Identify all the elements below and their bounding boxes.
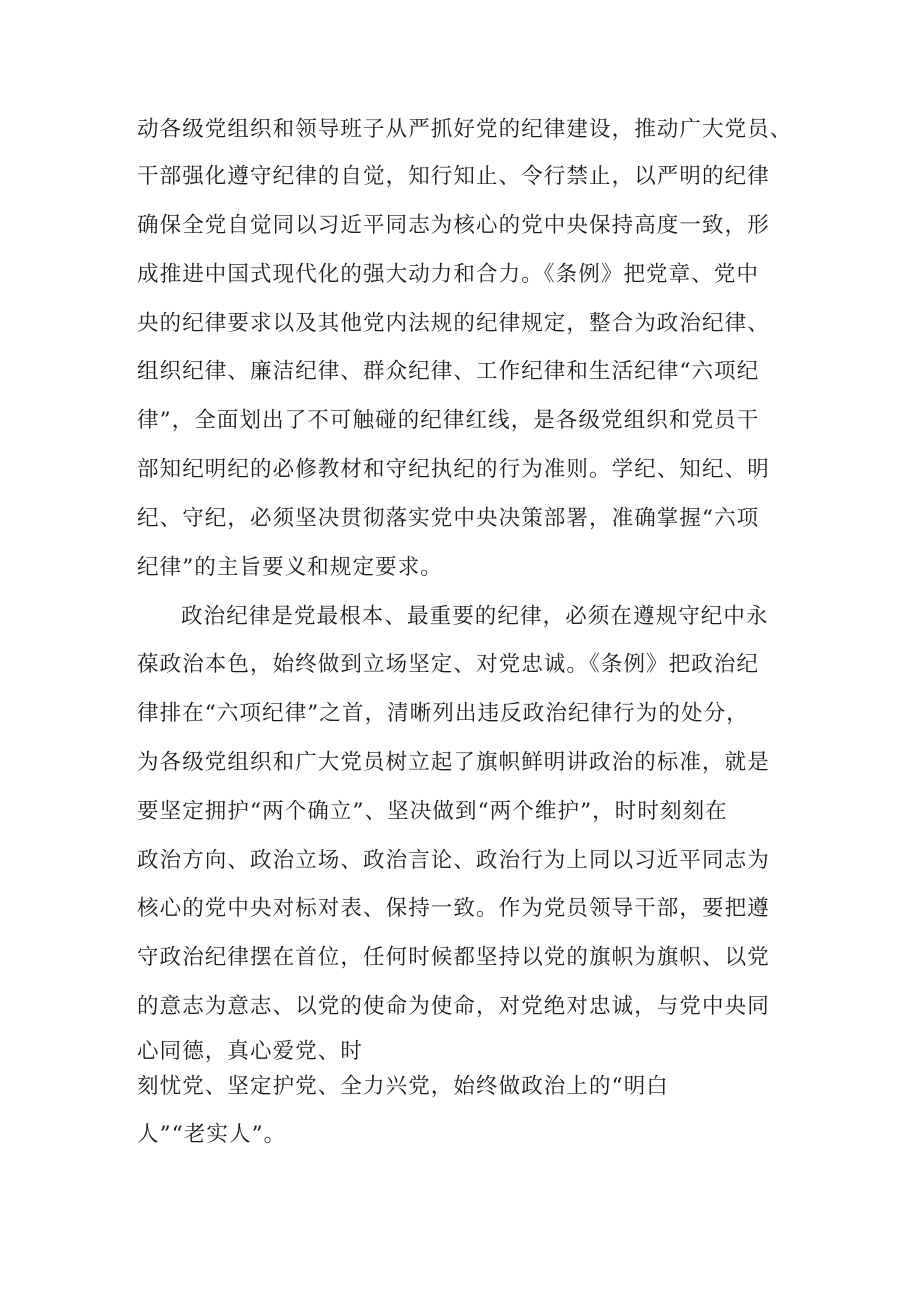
- text-line: 央的纪律要求以及其他党内法规的纪律规定，整合为政治纪律、: [137, 311, 770, 336]
- text-line: 律”，全面划出了不可触碰的纪律红线，是各级党组织和党员干: [137, 408, 760, 433]
- text-line: 的意志为意志、以党的使命为使命，对党绝对忠诚，与党中央同: [137, 994, 770, 1019]
- paragraph-first-line: 政治纪律是党最根本、最重要的纪律，必须在遵规守纪中永: [181, 604, 769, 629]
- text-line: 为各级党组织和广大党员树立起了旗帜鲜明讲政治的标准，就是: [137, 750, 770, 775]
- text-line: 确保全党自觉同以习近平同志为核心的党中央保持高度一致，形: [137, 213, 770, 238]
- text-line: 纪、守纪，必须坚决贯彻落实党中央决策部署，准确掌握“六项: [137, 506, 760, 531]
- text-line: 成推进中国式现代化的强大动力和合力。《条例》把党章、党中: [137, 262, 760, 287]
- text-line: 动各级党组织和领导班子从严抓好党的纪律建设，推动广大党员、: [137, 117, 793, 142]
- text-line: 心同德，真心爱党、时: [137, 1039, 364, 1064]
- text-line: 守政治纪律摆在首位，任何时候都坚持以党的旗帜为旗帜、以党: [137, 945, 770, 970]
- text-line: 纪律”的主旨要义和规定要求。: [137, 555, 443, 580]
- text-line: 政治方向、政治立场、政治言论、政治行为上同以习近平同志为: [137, 848, 770, 873]
- text-line: 要坚定拥护“两个确立”、坚决做到“两个维护”，时时刻刻在: [137, 799, 728, 824]
- text-line: 人”“老实人”。: [137, 1122, 287, 1147]
- text-line: 组织纪律、廉洁纪律、群众纪律、工作纪律和生活纪律“六项纪: [137, 359, 760, 384]
- text-line: 葆政治本色，始终做到立场坚定、对党忠诚。《条例》把政治纪: [137, 652, 760, 677]
- text-line: 部知纪明纪的必修教材和守纪执纪的行为准则。学纪、知纪、明: [137, 457, 770, 482]
- text-line: 干部强化遵守纪律的自觉，知行知止、令行禁止，以严明的纪律: [137, 164, 770, 189]
- text-line: 律排在“六项纪律”之首，清晰列出违反政治纪律行为的处分，: [137, 701, 749, 726]
- text-line: 核心的党中央对标对表、保持一致。作为党员领导干部，要把遵: [137, 896, 770, 921]
- text-line: 刻忧党、坚定护党、全力兴党，始终做政治上的“明白: [137, 1074, 669, 1099]
